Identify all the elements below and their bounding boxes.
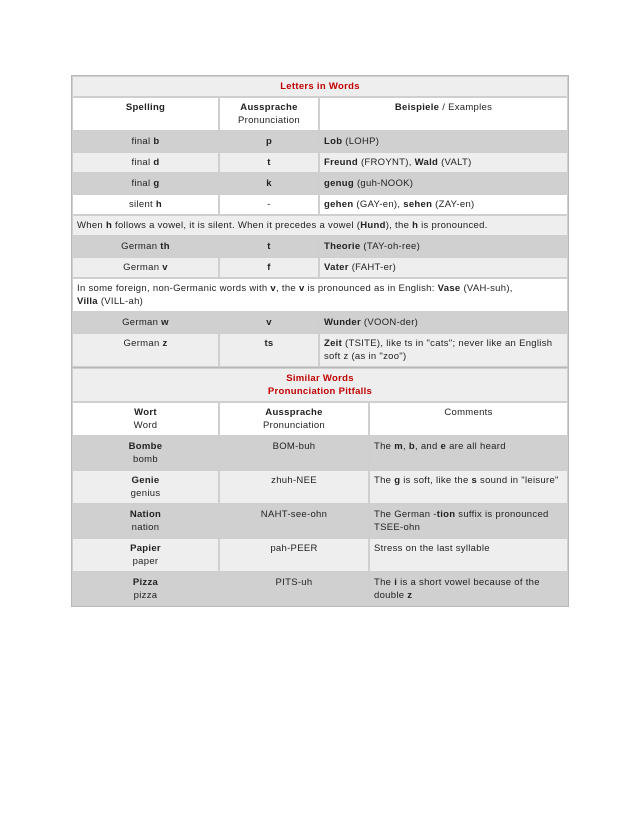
aussprache-header: Aussprache Pronunciation	[219, 97, 319, 131]
table-row	[72, 333, 568, 367]
spelling-cell: German v	[72, 257, 219, 278]
aussprache-header: Aussprache Pronunciation	[219, 402, 369, 436]
spelling-cell: silent h	[72, 194, 219, 215]
table-row	[72, 572, 568, 606]
table-row	[72, 173, 568, 194]
note-v: In some foreign, non-Germanic words with v, the v is pronounced as in English: Vase (VAH-suh), Villa (VILL-ah)	[72, 278, 568, 312]
wort-header: Wort Word	[72, 402, 219, 436]
example-cell: Zeit (TSITE), like ts in "cats"; never like an English soft z (as in "zoo")	[319, 333, 568, 367]
spelling-cell: final b	[72, 131, 219, 152]
pron-cell: PITS-uh	[219, 572, 369, 606]
pron-cell: NAHT-see-ohn	[219, 504, 369, 538]
comment-cell: The German -tion suffix is pronounced TSEE-ohn	[369, 504, 568, 538]
table-row	[72, 504, 568, 538]
example-cell: Freund (FROYNT), Wald (VALT)	[319, 152, 568, 173]
sound-cell: p	[219, 131, 319, 152]
example-cell: gehen (GAY-en), sehen (ZAY-en)	[319, 194, 568, 215]
table-row	[72, 194, 568, 215]
beispiele-header: Beispiele / Examples	[319, 97, 568, 131]
table-row	[72, 312, 568, 333]
sound-cell: ts	[219, 333, 319, 367]
example-cell: Theorie (TAY-oh-ree)	[319, 236, 568, 257]
pron-cell: pah-PEER	[219, 538, 369, 572]
spelling-cell: German z	[72, 333, 219, 367]
table-row	[72, 257, 568, 278]
table-title-row	[72, 368, 568, 402]
page-content	[71, 75, 567, 607]
table-row	[72, 236, 568, 257]
word-cell: Genie genius	[72, 470, 219, 504]
pron-cell: BOM-buh	[219, 436, 369, 470]
example-cell: Vater (FAHT-er)	[319, 257, 568, 278]
table-row	[72, 152, 568, 173]
header-row	[72, 402, 568, 436]
comment-cell: Stress on the last syllable	[369, 538, 568, 572]
word-cell: Papier paper	[72, 538, 219, 572]
table-row	[72, 470, 568, 504]
table-row	[72, 538, 568, 572]
note-h-row	[72, 215, 568, 236]
sound-cell: f	[219, 257, 319, 278]
comments-header: Comments	[369, 402, 568, 436]
letters-title: Letters in Words	[72, 76, 568, 97]
comment-cell: The m, b, and e are all heard	[369, 436, 568, 470]
table-title-row	[72, 76, 568, 97]
header-row	[72, 97, 568, 131]
sound-cell: k	[219, 173, 319, 194]
spelling-header: Spelling	[72, 97, 219, 131]
example-cell: genug (guh-NOOK)	[319, 173, 568, 194]
word-cell: Bombe bomb	[72, 436, 219, 470]
similar-title: Similar Words Pronunciation Pitfalls	[72, 368, 568, 402]
pron-cell: zhuh-NEE	[219, 470, 369, 504]
comment-cell: The g is soft, like the s sound in "leisure"	[369, 470, 568, 504]
spelling-cell: final d	[72, 152, 219, 173]
letters-in-words-table	[71, 75, 569, 368]
sound-cell: t	[219, 236, 319, 257]
sound-cell: -	[219, 194, 319, 215]
word-cell: Pizza pizza	[72, 572, 219, 606]
note-h: When h follows a vowel, it is silent. When it precedes a vowel (Hund), the h is pronounced.	[72, 215, 568, 236]
sound-cell: t	[219, 152, 319, 173]
comment-cell: The i is a short vowel because of the double z	[369, 572, 568, 606]
example-cell: Wunder (VOON-der)	[319, 312, 568, 333]
table-row	[72, 131, 568, 152]
table-row	[72, 436, 568, 470]
sound-cell: v	[219, 312, 319, 333]
spelling-cell: final g	[72, 173, 219, 194]
similar-words-table	[71, 368, 569, 607]
note-v-row	[72, 278, 568, 312]
spelling-cell: German w	[72, 312, 219, 333]
example-cell: Lob (LOHP)	[319, 131, 568, 152]
word-cell: Nation nation	[72, 504, 219, 538]
spelling-cell: German th	[72, 236, 219, 257]
